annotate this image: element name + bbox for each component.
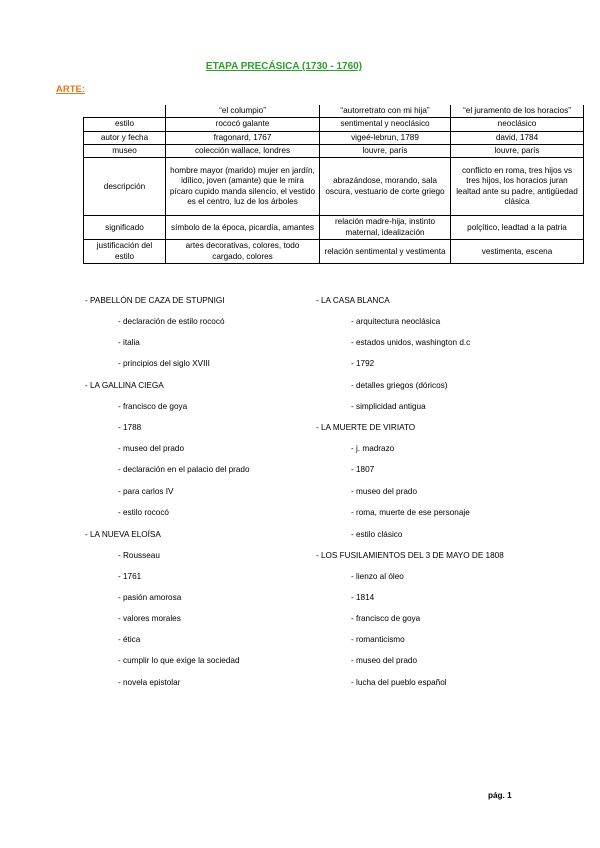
table-cell: relación sentimental y vestimenta (320, 240, 451, 264)
row-label: justificación del estilo (84, 240, 166, 264)
table-cell: sentimental y neoclásico (320, 118, 451, 131)
table-header-cell: “el juramento de los horacios” (451, 105, 584, 118)
table-cell: vigeé-lebrun, 1789 (320, 131, 451, 144)
table-cell: fragonard, 1767 (166, 131, 320, 144)
list-item: - 1792 (351, 359, 375, 368)
table-cell: david, 1784 (451, 131, 584, 144)
table-row (84, 240, 584, 264)
list-item: - valores morales (118, 614, 181, 623)
list-heading: - PABELLÓN DE CAZA DE STUPNIGI (85, 296, 225, 305)
list-item: - romanticismo (351, 635, 405, 644)
table-row (84, 118, 584, 131)
list-item: - estilo rococó (118, 508, 169, 517)
table-header-row (84, 105, 584, 118)
row-label: significado (84, 216, 166, 240)
row-label: descripción (84, 158, 166, 216)
list-item: - pasión amorosa (118, 593, 182, 602)
list-item: - lienzo al óleo (351, 572, 404, 581)
list-item: - para carlos IV (118, 487, 174, 496)
list-item: - arquitectura neoclásica (351, 317, 441, 326)
table-row (84, 158, 584, 216)
table-cell: louvre, parís (320, 144, 451, 157)
list-item: - museo del prado (118, 444, 184, 453)
list-item: - j. madrazo (351, 444, 395, 453)
list-item: - francisco de goya (351, 614, 421, 623)
list-item: - 1814 (351, 593, 375, 602)
table-row (84, 144, 584, 157)
table-cell: louvre, parís (451, 144, 584, 157)
list-heading: - LA MUERTE DE VIRIATO (316, 423, 416, 432)
comparison-table (83, 105, 584, 264)
page-title: ETAPA PRECÁSICA (1730 - 1760) (205, 61, 363, 72)
list-item: - museo del prado (351, 487, 417, 496)
table-cell: relación madre-hija, instinto maternal, idealización (320, 216, 451, 240)
list-item: - 1807 (351, 465, 375, 474)
list-item: - museo del prado (351, 656, 417, 665)
list-item: - principios del siglo XVIII (118, 359, 210, 368)
list-item: - estados unidos, washington d.c (351, 338, 471, 347)
list-item: - simplicidad antigua (351, 402, 426, 411)
table-cell: neoclásico (451, 118, 584, 131)
list-item: - italia (118, 338, 140, 347)
table-cell: símbolo de la época, picardía, amantes (166, 216, 320, 240)
list-heading: - LA NUEVA ELOÍSA (85, 530, 161, 539)
page-number: pág. 1 (488, 791, 512, 800)
list-heading: - LA CASA BLANCA (316, 296, 390, 305)
list-item: - detalles griegos (dóricos) (351, 381, 448, 390)
table-row (84, 131, 584, 144)
table-cell: rococó galante (166, 118, 320, 131)
table-cell: colección wallace, londres (166, 144, 320, 157)
list-heading: - LA GALLINA CIEGA (85, 381, 164, 390)
list-item: - ética (118, 635, 141, 644)
table-row (84, 216, 584, 240)
list-item: - 1788 (118, 423, 142, 432)
section-label: ARTE: (56, 84, 86, 95)
list-item: - declaración de estilo rococó (118, 317, 225, 326)
list-heading: - LOS FUSILAMIENTOS DEL 3 DE MAYO DE 1808 (316, 551, 504, 560)
table-cell: abrazándose, morando, sala oscura, vestuario de corte griego (320, 158, 451, 216)
list-item: - francisco de goya (118, 402, 188, 411)
list-item: - Rousseau (118, 551, 160, 560)
table-cell: hombre mayor (marido) mujer en jardín, idílico, joven (amante) que le mira pícaro cupido manda silencio, el vestido es el centro, luz de los árboles (166, 158, 320, 216)
list-item: - roma, muerte de ese personaje (351, 508, 470, 517)
table-header-cell: “el columpio” (166, 105, 320, 118)
table-cell: polçítico, leadtad a la patria (451, 216, 584, 240)
list-item: - estilo clásico (351, 530, 403, 539)
list-item: - novela epistolar (118, 678, 181, 687)
list-item: - cumplir lo que exige la sociedad (118, 656, 240, 665)
list-item: - declaración en el palacio del prado (118, 465, 250, 474)
table-header-cell: “autorretrato con mi hija” (320, 105, 451, 118)
table-cell: vestimenta, escena (451, 240, 584, 264)
list-item: - lucha del pueblo español (351, 678, 447, 687)
table-header-blank (84, 105, 166, 118)
table-cell: artes decorativas, colores, todo cargado, colores (166, 240, 320, 264)
row-label: estilo (84, 118, 166, 131)
row-label: museo (84, 144, 166, 157)
list-item: - 1761 (118, 572, 142, 581)
row-label: autor y fecha (84, 131, 166, 144)
table-cell: conflicto en roma, tres hijos vs tres hijos, los horacios juran lealtad ante su padre, antigüedad clásica (451, 158, 584, 216)
